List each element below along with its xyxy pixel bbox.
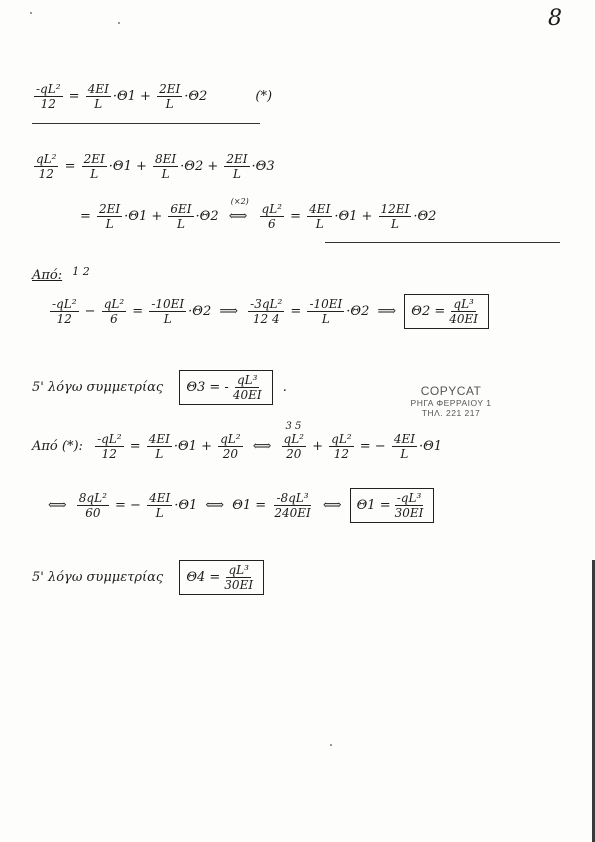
symmetry-line-2: 5' λόγω συμμετρίας Θ4 = $\frac{\text{qL³}}{30EI}$ (32, 560, 264, 595)
equation-3: = $\frac{2EI}{L}$ ·Θ1 + $\frac{6EI}{L}$ ·Θ2 (×2) ⟺ $\frac{\text{qL²}}{6}$ = $\frac{4EI}{L}$ ·Θ1 + $\frac{12EI}{L}$ ·Θ2 (80, 197, 437, 231)
equation-6: ⟺ $\frac{\text{8qL²}}{60}$ = − $\frac{4EI}{L}$ ·Θ1 ⟺ Θ1 = $\frac{\text{-8qL³}}{240EI}$ ⟺ Θ1 = $\frac{\text{-qL³}}{30EI}$ (48, 488, 434, 523)
scan-speck (330, 744, 332, 746)
symmetry-line-1: 5' λόγω συμμετρίας Θ3 = - $\frac{\text{qL³}}{40EI}$ . (32, 370, 287, 405)
scan-speck (30, 12, 32, 14)
copycat-stamp: COPYCAT ΡΗΓΑ ΦΕΡΡΑΙΟΥ 1 ΤΗΛ. 221 217 (410, 384, 492, 418)
equation-tag: (*) (255, 89, 273, 104)
page-number: 8 (548, 6, 562, 31)
result-box-theta2: Θ2 = $\frac{\text{qL³}}{40EI}$ (404, 294, 489, 329)
result-box-theta3: Θ3 = - $\frac{\text{qL³}}{40EI}$ (179, 370, 272, 405)
equation-1: $\frac{\text{-qL²}}{12}$ = $\frac{4EI}{L}$ ·Θ1 + $\frac{2EI}{L}$ ·Θ2 (*) (36, 82, 273, 111)
underline (32, 123, 260, 124)
result-box-theta4: Θ4 = $\frac{\text{qL³}}{30EI}$ (179, 560, 264, 595)
equation-5: Από (*): $\frac{\text{-qL²}}{12}$ = $\frac{4EI}{L}$ ·Θ1 + $\frac{\text{qL²}}{20}$ ⟺ 3 5 $\frac{\text{qL²}}{20}$ + $\frac{\text{qL²}}{12}$ = − $\frac{4EI}{L}$ ·Θ1 (32, 421, 443, 461)
result-box-theta1: Θ1 = $\frac{\text{-qL³}}{30EI}$ (350, 488, 435, 523)
scan-speck (118, 22, 120, 24)
from-label: Από: $^{1 2}$ (32, 265, 90, 283)
equation-4: $\frac{\text{-qL²}}{12}$ − $\frac{\text{qL²}}{6}$ = $\frac{-10EI}{L}$ ·Θ2 ⟹ $\frac{\text{-3qL²}}{12 4}$ = $\frac{-10EI}{L}$ ·Θ2 ⟹ Θ2 = $\frac{\text{qL³}}{40EI}$ (48, 294, 489, 329)
underline (325, 242, 560, 243)
equation-2: $\frac{\text{qL²}}{12}$ = $\frac{2EI}{L}$ ·Θ1 + $\frac{8EI}{L}$ ·Θ2 + $\frac{2EI}{L}$ ·Θ3 (36, 152, 275, 181)
